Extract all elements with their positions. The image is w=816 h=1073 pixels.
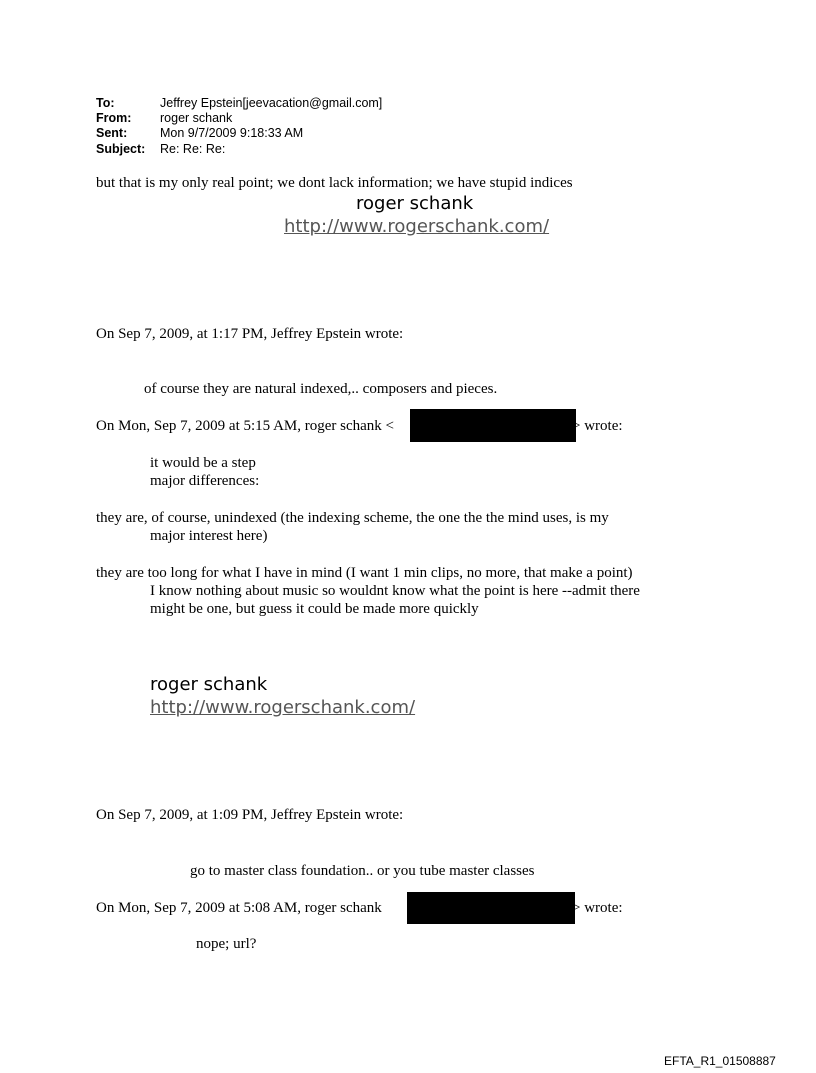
quote-header: On Mon, Sep 7, 2009 at 5:08 AM, roger schank [96,900,382,916]
subject-label: Subject: [96,142,146,156]
quote-header-end: > wrote: [572,900,623,916]
quote-text: might be one, but guess it could be made more quickly [150,601,479,617]
to-value: Jeffrey Epstein[jeevacation@gmail.com] [160,96,383,110]
quote-text: nope; url? [196,936,257,952]
signature-link[interactable]: http://www.rogerschank.com/ [284,216,550,237]
redaction-box [407,892,575,924]
redaction-box [410,409,576,442]
quote-text: major interest here) [150,528,268,544]
quote-text: major differences: [150,473,260,489]
quote-text: go to master class foundation.. or you tube master classes [190,863,535,879]
quote-header: On Sep 7, 2009, at 1:17 PM, Jeffrey Epstein wrote: [96,326,404,342]
document-id: EFTA_R1_01508887 [664,1054,776,1068]
sent-value: Mon 9/7/2009 9:18:33 AM [160,126,304,140]
quote-text: I know nothing about music so wouldnt know what the point is here --admit there [150,583,640,599]
quote-text: of course they are natural indexed,.. composers and pieces. [144,381,498,397]
quote-header-end: > wrote: [572,418,623,434]
quote-text: they are too long for what I have in mind (I want 1 min clips, no more, that make a point) [96,565,633,581]
from-label: From: [96,111,132,125]
signature-link[interactable]: http://www.rogerschank.com/ [150,697,416,718]
quote-text: they are, of course, unindexed (the indexing scheme, the one the the mind uses, is my [96,510,609,526]
to-label: To: [96,96,115,110]
quote-header: On Sep 7, 2009, at 1:09 PM, Jeffrey Epstein wrote: [96,807,404,823]
quote-text: it would be a step [150,455,256,471]
quote-header: On Mon, Sep 7, 2009 at 5:15 AM, roger schank < [96,418,395,434]
from-value: roger schank [160,111,233,125]
subject-value: Re: Re: Re: [160,142,226,156]
signature-name: roger schank [150,674,268,695]
body-line: but that is my only real point; we dont lack information; we have stupid indices [96,175,573,191]
sent-label: Sent: [96,126,128,140]
signature-name: roger schank [356,193,474,214]
